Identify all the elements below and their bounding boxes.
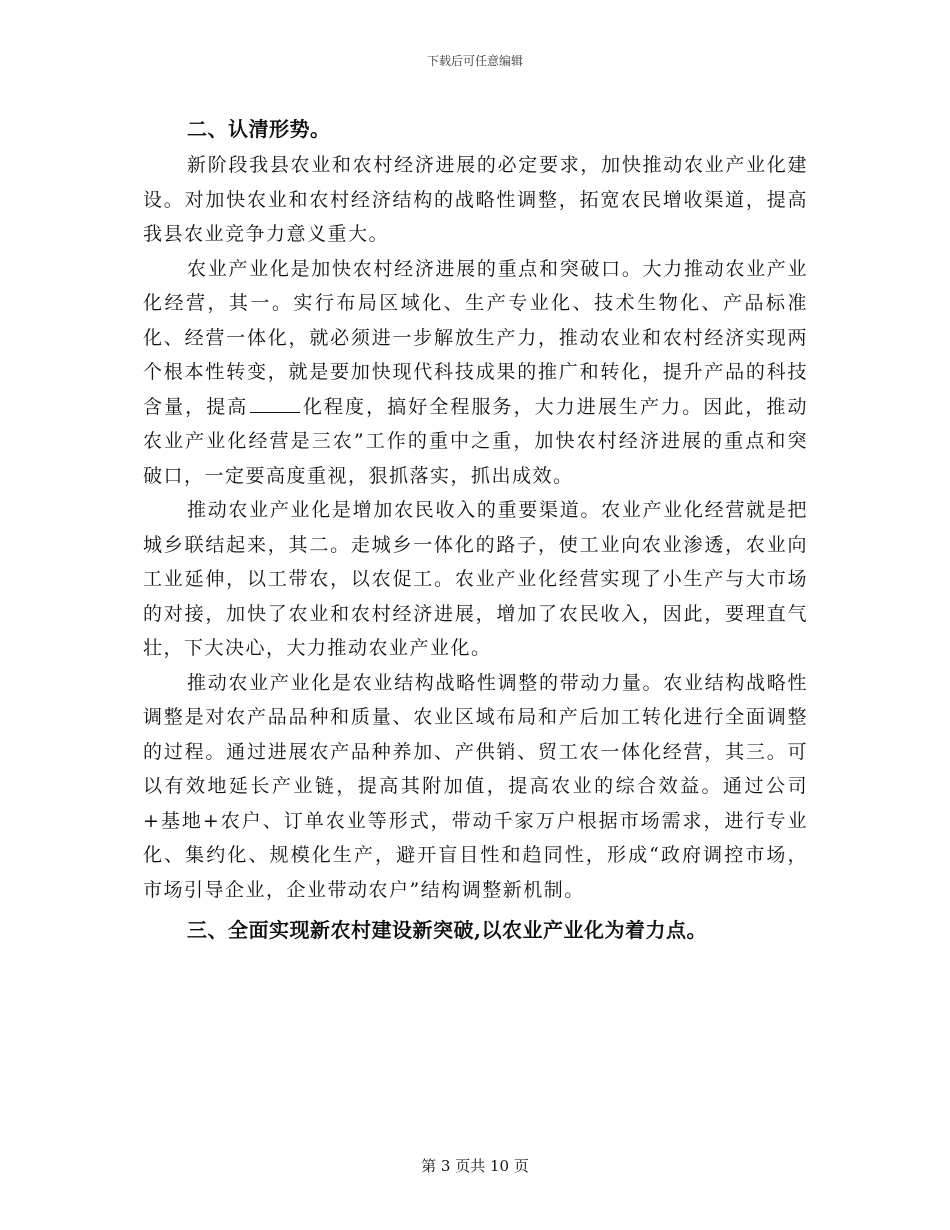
section-heading-3: 三、全面实现新农村建设新突破,以农业产业化为着力点。 bbox=[187, 918, 707, 942]
document-body bbox=[143, 110, 808, 949]
paragraph-2-part-2: 化程度，搞好全程服务，大力进展生产力。因此，推动农业产业化经营是三农”工作的重中之重，加快农村经济进展的重点和突破口，一定要高度重视，狠抓落实，抓出成效。 bbox=[143, 395, 808, 487]
fill-in-blank bbox=[250, 411, 300, 413]
paragraph-3: 推动农业产业化是增加农民收入的重要渠道。农业产业化经营就是把城乡联结起来，其二。走城乡一体化的路子，使工业向农业渗透，农业向工业延伸，以工带农，以农促工。农业产业化经营实现了小生产与大市场的对接，加快了农业和农村经济进展，增加了农民收入，因此，要理直气壮，下大决心，大力推动农业产业化。 bbox=[143, 499, 808, 659]
paragraph-4: 推动农业产业化是农业结构战略性调整的带动力量。农业结构战略性调整是对农产品品种和质量、农业区域布局和产后加工转化进行全面调整的过程。通过进展农产品种养加、产供销、贸工农一体化经营，其三。可以有效地延长产业链，提高其附加值，提高农业的综合效益。通过公司+基地+农户、订单农业等形式，带动千家万户根据市场需求，进行专业化、集约化、规模化生产，避开盲目性和趋同性，形成“政府调控市场，市场引导企业，企业带动农户”结构调整新机制。 bbox=[143, 671, 808, 901]
paragraph-2-part-1: 农业产业化是加快农村经济进展的重点和突破口。大力推动农业产业化经营，其一。实行布局区域化、生产专业化、技术生物化、产品标准化、经营一体化，就必须进一步解放生产力，推动农业和农村经济实现两个根本性转变，就是要加快现代科技成果的推广和转化，提升产品的科技含量，提高 bbox=[143, 257, 808, 418]
paragraph-2 bbox=[143, 252, 808, 494]
page-number: 第 3 页共 10 页 bbox=[421, 1157, 529, 1175]
paragraph-1: 新阶段我县农业和农村经济进展的必定要求，加快推动农业产业化建设。对加快农业和农村经济结构的战略性调整，拓宽农民增收渠道，提高我县农业竞争力意义重大。 bbox=[143, 154, 808, 245]
section-heading-2: 二、认清形势。 bbox=[187, 117, 331, 141]
page-header: 下载后可任意编辑 bbox=[426, 54, 523, 68]
